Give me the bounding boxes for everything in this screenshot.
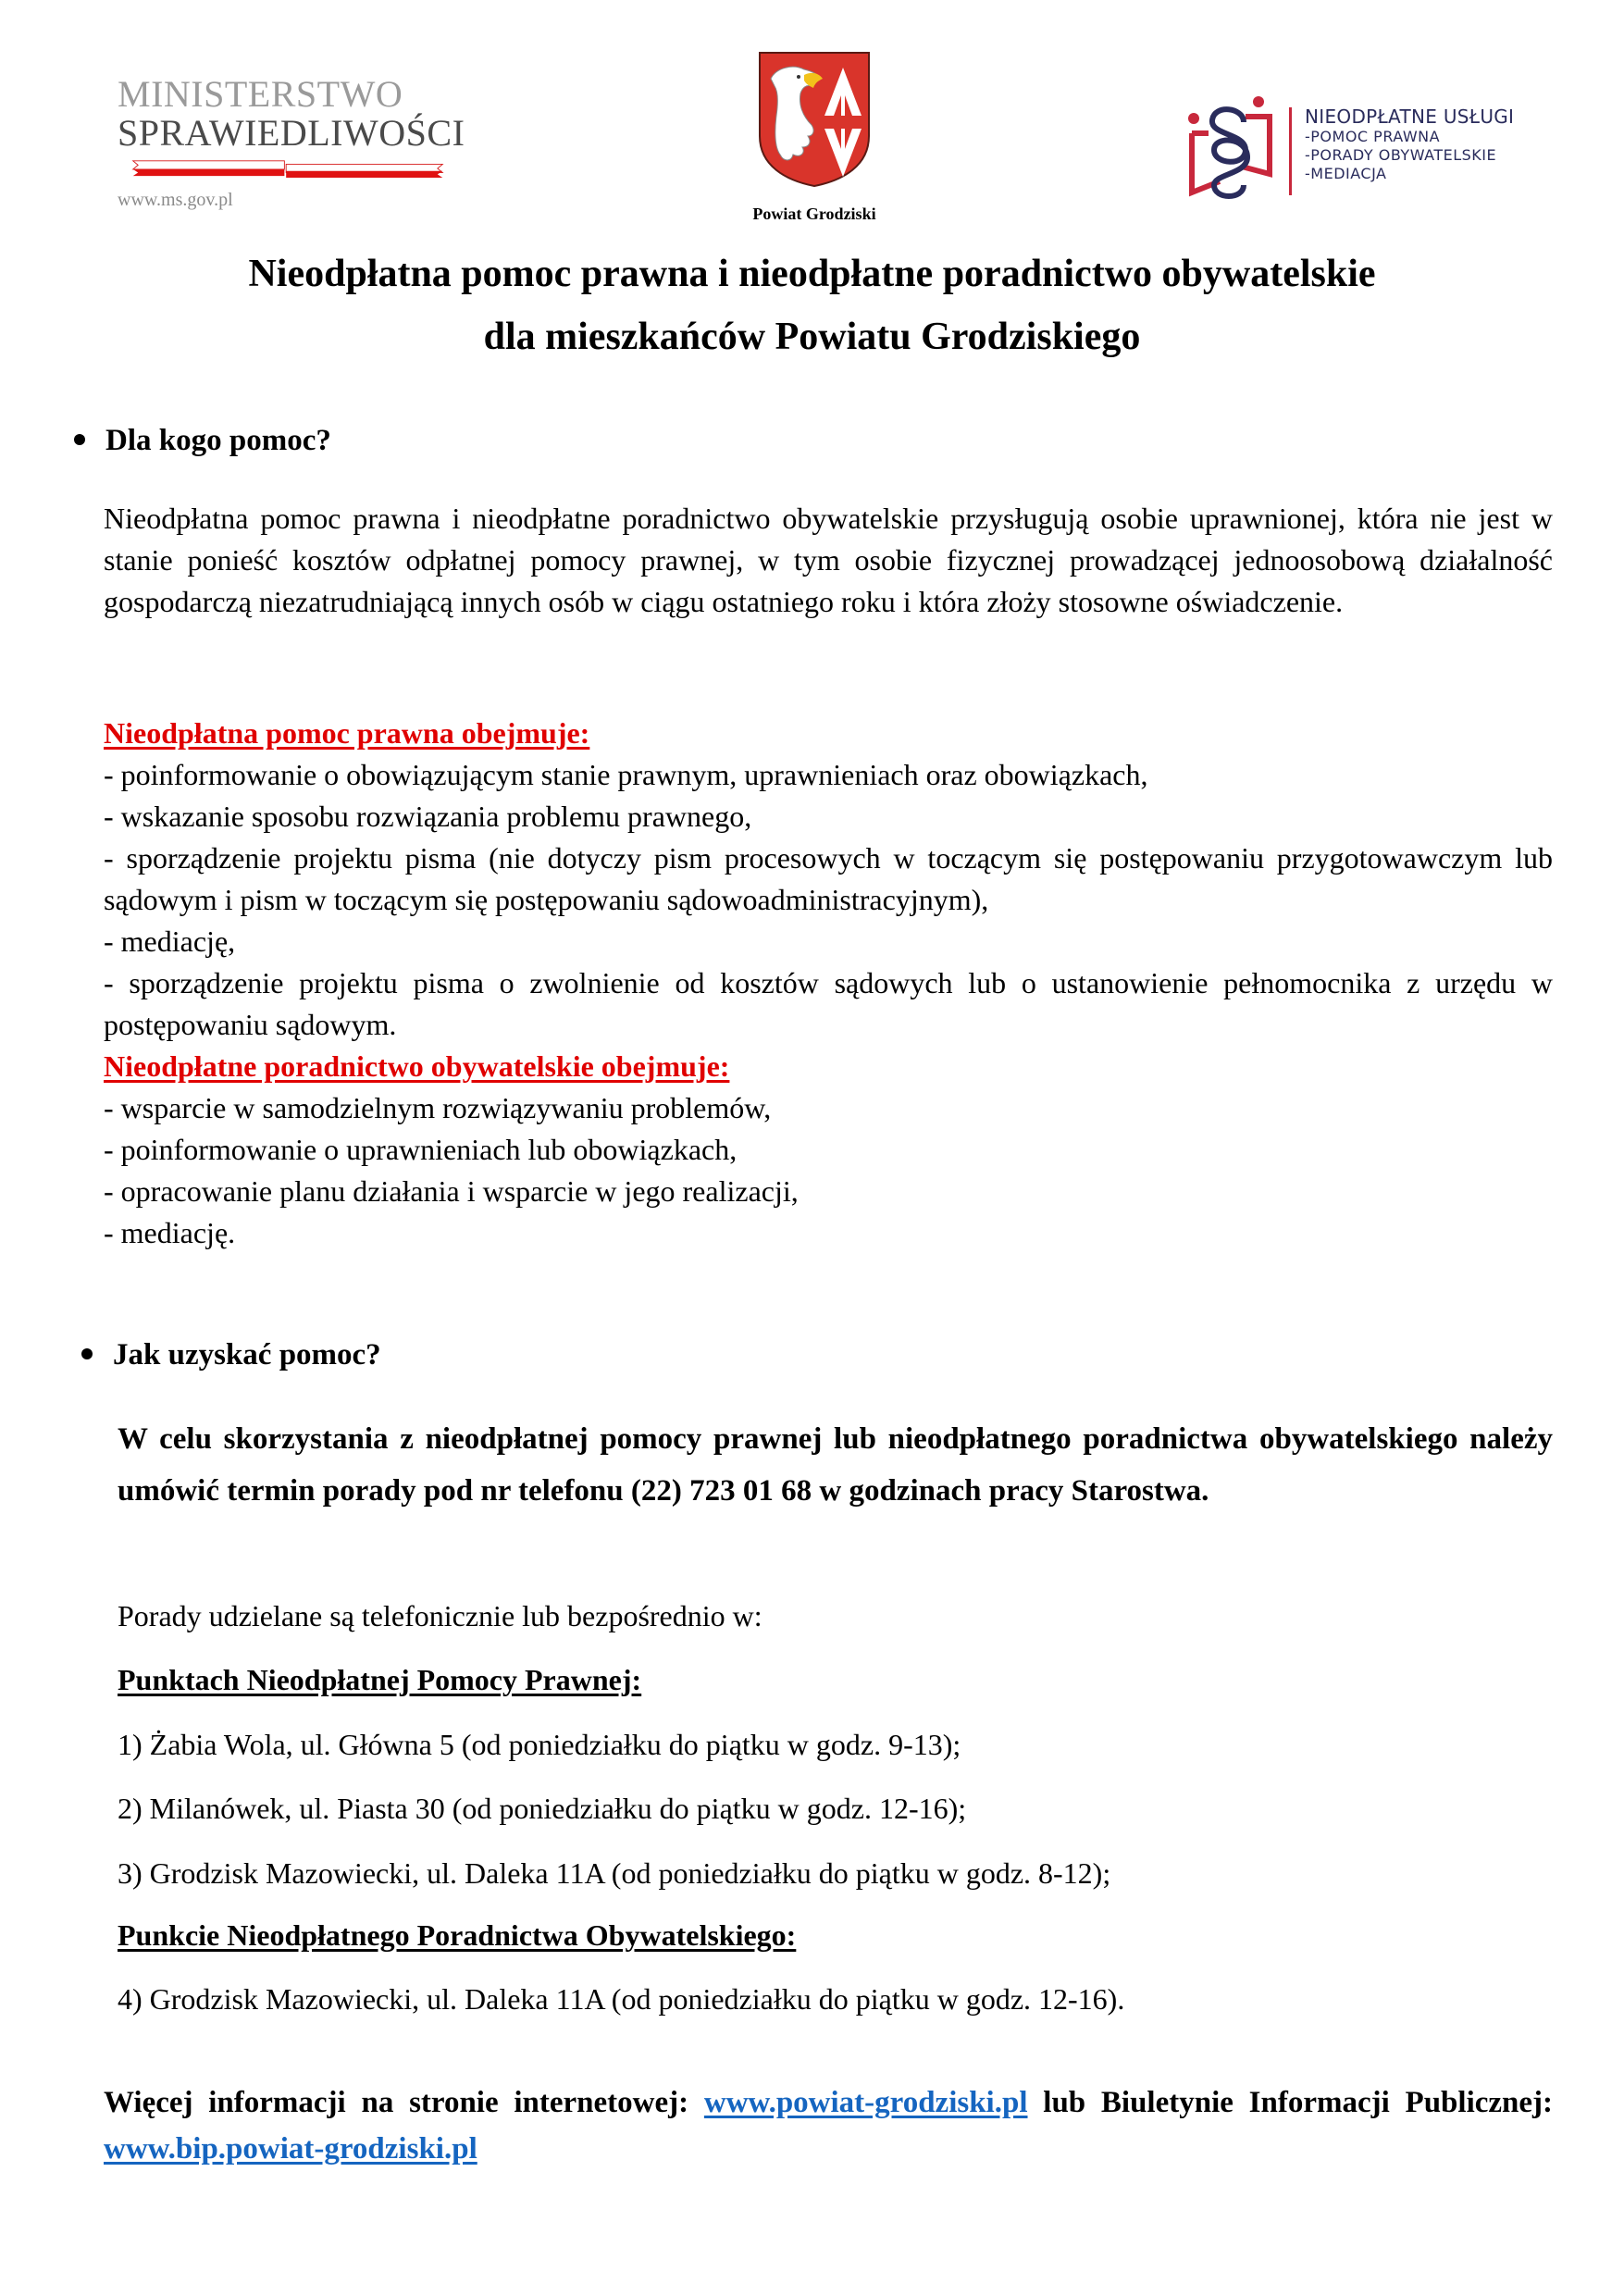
booking-instruction: W celu skorzystania z nieodpłatnej pomocy prawnej lub nieodpłatnego poradnictwa obywatelskiego należy umówić termin porady pod nr telefonu (22) 723 01 68 w godzinach pracy Starostwa. [118,1422,1553,1508]
title-line2: dla mieszkańców Powiatu Grodziskiego [483,316,1141,358]
ministry-logo-line2: SPRAWIEDLIWOŚCI [118,112,465,154]
legal-aid-heading: Nieodpłatna pomoc prawna obejmuje: [104,716,590,750]
civic-point-heading: Punkcie Nieodpłatnego Poradnictwa Obywatelskiego: [118,1918,797,1952]
list-item: - wskazanie sposobu rozwiązania problemu prawnego, [104,800,752,833]
paragraph-book-icon [1173,93,1284,204]
ministry-of-justice-logo [118,73,469,210]
powiat-grodziski-crest [722,51,907,224]
delivery-note: Porady udzielane są telefonicznie lub bezpośrednio w: [118,1599,762,1632]
list-item: - sporządzenie projektu pisma o zwolnienie od kosztów sądowych lub o ustanowienie pełnomocnika z urzędu w postępowaniu sądowym. [104,966,1553,1041]
list-item: - mediację, [104,925,236,958]
list-item: - wsparcie w samodzielnym rozwiązywaniu problemów, [104,1091,772,1124]
ministry-logo-line1: MINISTERSTWO [118,73,403,115]
civic-advice-heading: Nieodpłatne poradnictwo obywatelskie obejmuje: [104,1049,730,1083]
bullet-icon [81,1348,93,1359]
free-services-title: NIEODPŁATNE USŁUGI [1305,105,1515,128]
page-title [0,242,1624,368]
list-item: - poinformowanie o obowiązującym stanie prawnym, uprawnieniach oraz obowiązkach, [104,758,1148,791]
free-services-text [1305,105,1514,183]
location-item: 4) Grodzisk Mazowiecki, ul. Daleka 11A (od poniedziałku do piątku w godz. 12-16). [118,1982,1125,2016]
more-info-footer [104,2079,1553,2172]
section-heading-who [74,424,331,458]
location-item: 2) Milanówek, ul. Piasta 30 (od poniedziałku do piątku w godz. 12-16); [118,1792,967,1825]
free-services-line: -PORADY OBYWATELSKIE [1305,146,1497,164]
powiat-website-link[interactable]: www.powiat-grodziski.pl [703,2086,1028,2119]
legal-points-heading: Punktach Nieodpłatnej Pomocy Prawnej: [118,1663,642,1696]
footer-text: Więcej informacji na stronie internetowej: [104,2086,704,2119]
legal-aid-scope [104,713,1553,1254]
list-item: - sporządzenie projektu pisma (nie dotyczy pism procesowych w toczącym się postępowaniu przygotowawczym lub sądowym i pism w toczącym się postępowaniu sądowoadministracyjnym), [104,841,1553,916]
bullet-icon [74,434,85,445]
free-services-logo [1173,93,1553,204]
list-item: - poinformowanie o uprawnieniach lub obowiązkach, [104,1133,738,1166]
bip-website-link[interactable]: www.bip.powiat-grodziski.pl [104,2132,477,2166]
location-item: 1) Żabia Wola, ul. Główna 5 (od poniedziałku do piątku w godz. 9-13); [118,1728,961,1761]
list-item: - mediację. [104,1216,236,1249]
section-heading-text: Jak uzyskać pomoc? [113,1338,381,1371]
location-item: 3) Grodzisk Mazowiecki, ul. Daleka 11A (od poniedziałku do piątku w godz. 8-12); [118,1856,1111,1890]
free-services-line: -POMOC PRAWNA [1305,128,1441,145]
title-line1: Nieodpłatna pomoc prawna i nieodpłatne poradnictwo obywatelskie [248,253,1376,295]
ministry-logo-url: www.ms.gov.pl [118,190,233,210]
eligibility-paragraph [104,498,1553,623]
footer-text: lub Biuletynie Informacji Publicznej: [1027,2086,1554,2119]
logo-divider [1289,107,1292,195]
section-heading-text: Dla kogo pomoc? [105,424,331,457]
coat-of-arms-icon [758,51,871,188]
polish-flag-ribbon-icon [118,159,458,178]
section-heading-how [81,1338,381,1372]
powiat-caption: Powiat Grodziski [752,205,876,223]
list-item: - opracowanie planu działania i wsparcie w jego realizacji, [104,1174,799,1208]
eligibility-text: Nieodpłatna pomoc prawna i nieodpłatne poradnictwo obywatelskie przysługują osobie uprawnionej, która nie jest w stanie ponieść kosztów odpłatnej pomocy prawnej, w tym osobie fizycznej prowadzącej jednoosobową działalność gospodarczą niezatrudniającą innych osób w ciągu ostatniego roku i która złoży stosowne oświadczenie. [104,502,1553,618]
free-services-line: -MEDIACJA [1305,165,1387,182]
